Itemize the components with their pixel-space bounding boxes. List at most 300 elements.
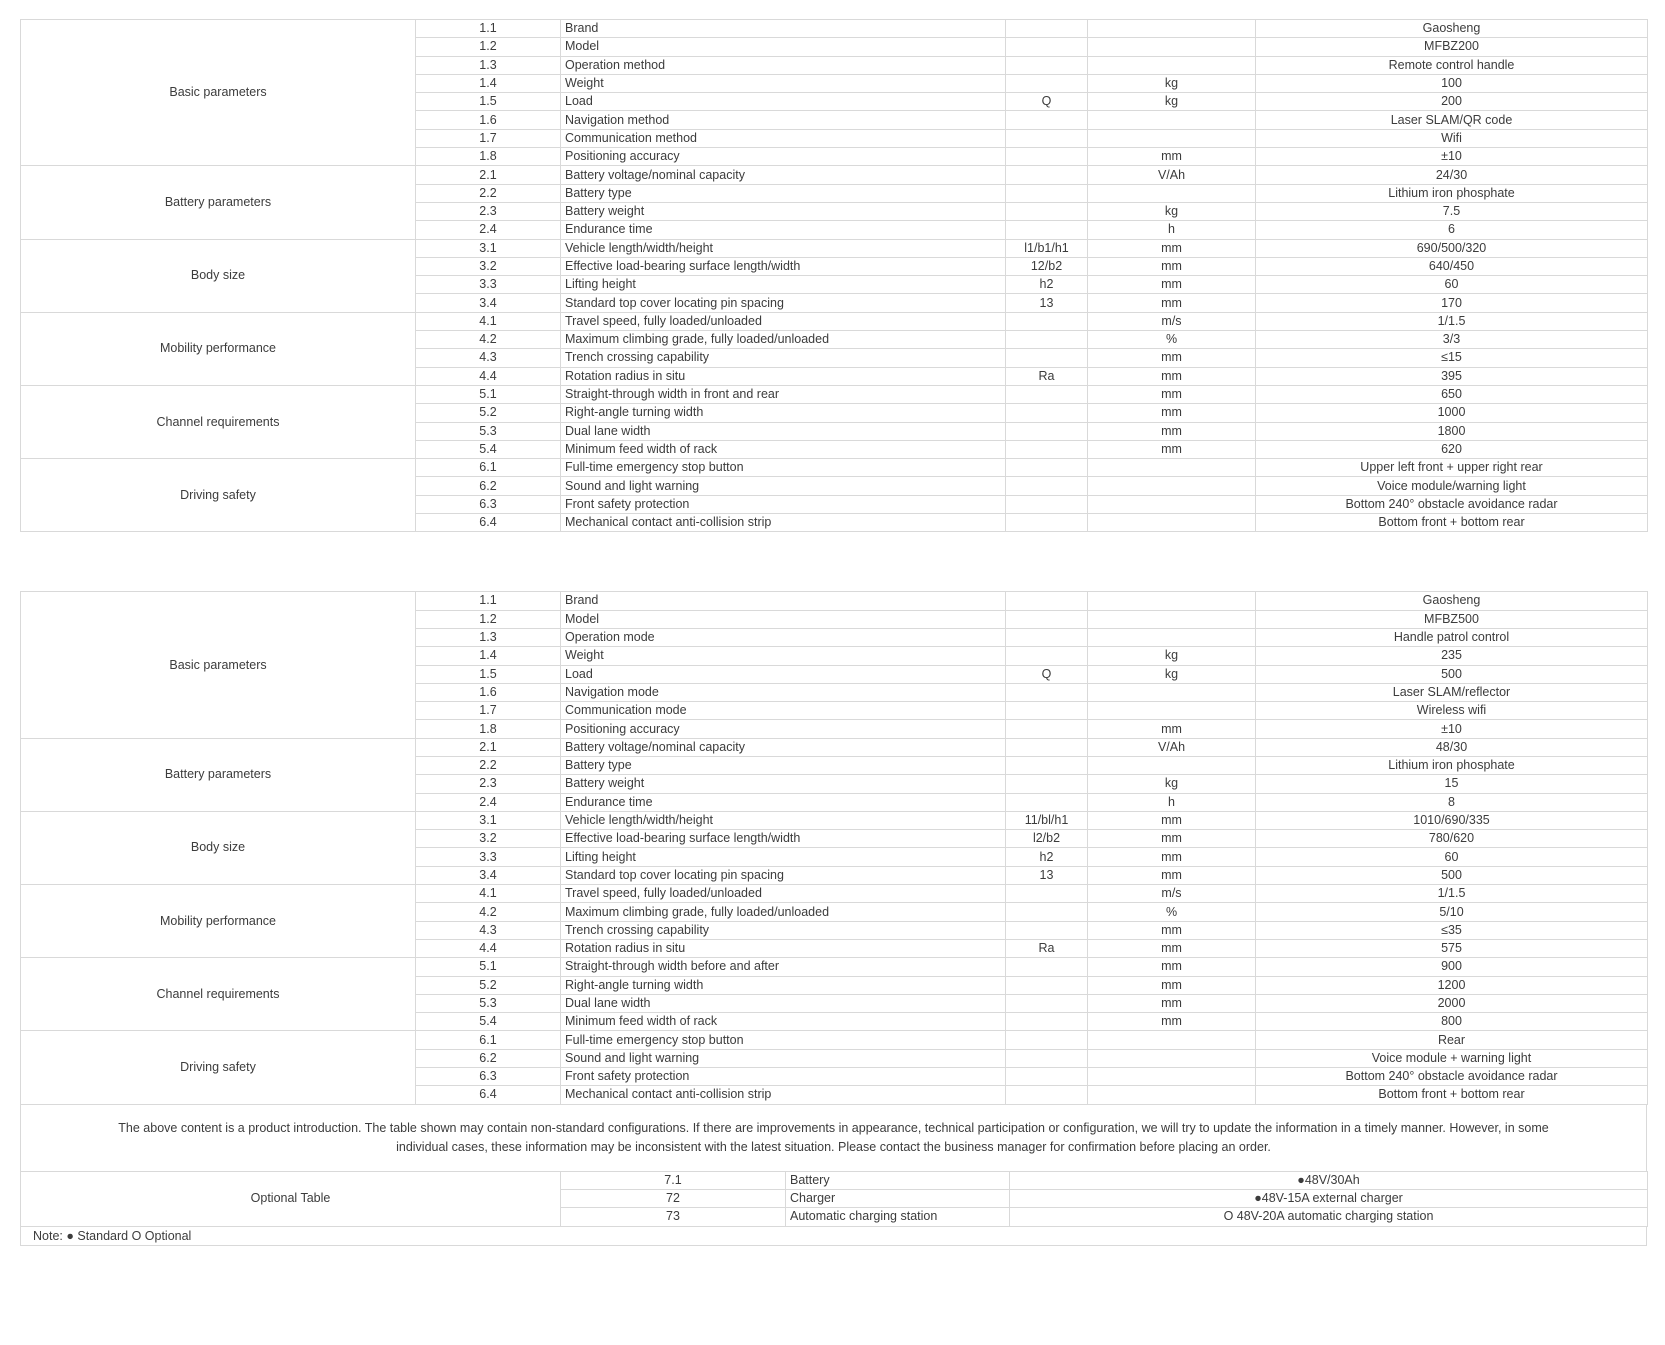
unit-cell: kg xyxy=(1088,74,1256,92)
unit-cell xyxy=(1088,459,1256,477)
unit-cell xyxy=(1088,477,1256,495)
param-name-cell: Sound and light warning xyxy=(561,1049,1006,1067)
unit-cell: mm xyxy=(1088,385,1256,403)
param-name-cell: Vehicle length/width/height xyxy=(561,811,1006,829)
unit-cell: mm xyxy=(1088,720,1256,738)
row-number-cell: 1.4 xyxy=(416,647,561,665)
param-name-cell: Mechanical contact anti-collision strip xyxy=(561,514,1006,532)
value-cell: ≤15 xyxy=(1256,349,1648,367)
disclaimer-line-2: individual cases, these information may be inconsistent with the latest situation. Please contact the business manager for confirmation before placing an order. xyxy=(396,1139,1271,1154)
value-cell: Remote control handle xyxy=(1256,56,1648,74)
row-number-cell: 1.7 xyxy=(416,702,561,720)
unit-cell: mm xyxy=(1088,1013,1256,1031)
unit-cell: kg xyxy=(1088,647,1256,665)
unit-cell: V/Ah xyxy=(1088,166,1256,184)
symbol-cell xyxy=(1006,385,1088,403)
row-number-cell: 3.2 xyxy=(416,830,561,848)
category-cell: Battery parameters xyxy=(21,738,416,811)
symbol-cell xyxy=(1006,74,1088,92)
symbol-cell xyxy=(1006,628,1088,646)
table-row xyxy=(21,20,1648,38)
symbol-cell xyxy=(1006,903,1088,921)
param-name-cell: Weight xyxy=(561,647,1006,665)
value-cell: 235 xyxy=(1256,647,1648,665)
row-number-cell: 3.4 xyxy=(416,294,561,312)
symbol-cell xyxy=(1006,459,1088,477)
param-name-cell: Vehicle length/width/height xyxy=(561,239,1006,257)
value-cell: 200 xyxy=(1256,93,1648,111)
param-name-cell: Brand xyxy=(561,592,1006,610)
unit-cell: h xyxy=(1088,221,1256,239)
symbol-cell xyxy=(1006,1049,1088,1067)
param-name-cell: Minimum feed width of rack xyxy=(561,1013,1006,1031)
symbol-cell xyxy=(1006,1031,1088,1049)
unit-cell xyxy=(1088,1068,1256,1086)
param-name-cell: Battery voltage/nominal capacity xyxy=(561,166,1006,184)
param-name-cell: Sound and light warning xyxy=(561,477,1006,495)
param-name-cell: Rotation radius in situ xyxy=(561,939,1006,957)
row-number-cell: 4.1 xyxy=(416,885,561,903)
symbol-cell xyxy=(1006,56,1088,74)
param-name-cell: Weight xyxy=(561,74,1006,92)
param-name-cell: Lifting height xyxy=(561,276,1006,294)
unit-cell xyxy=(1088,20,1256,38)
unit-cell: mm xyxy=(1088,939,1256,957)
row-number-cell: 5.2 xyxy=(416,976,561,994)
category-cell: Channel requirements xyxy=(21,385,416,458)
unit-cell: kg xyxy=(1088,202,1256,220)
value-cell: 100 xyxy=(1256,74,1648,92)
row-number-cell: 5.3 xyxy=(416,994,561,1012)
unit-cell: m/s xyxy=(1088,312,1256,330)
row-number-cell: 3.1 xyxy=(416,811,561,829)
value-cell: 620 xyxy=(1256,440,1648,458)
symbol-cell xyxy=(1006,312,1088,330)
unit-cell: mm xyxy=(1088,294,1256,312)
value-cell: Upper left front + upper right rear xyxy=(1256,459,1648,477)
symbol-cell xyxy=(1006,440,1088,458)
param-name-cell: Positioning accuracy xyxy=(561,148,1006,166)
unit-cell: mm xyxy=(1088,239,1256,257)
symbol-cell xyxy=(1006,514,1088,532)
symbol-cell xyxy=(1006,349,1088,367)
value-cell: 500 xyxy=(1256,665,1648,683)
param-name-cell: Rotation radius in situ xyxy=(561,367,1006,385)
param-name-cell: Battery type xyxy=(561,184,1006,202)
param-name-cell: Minimum feed width of rack xyxy=(561,440,1006,458)
param-name-cell: Maximum climbing grade, fully loaded/unloaded xyxy=(561,331,1006,349)
value-cell: 170 xyxy=(1256,294,1648,312)
table-row xyxy=(21,1031,1648,1049)
row-number-cell: 3.2 xyxy=(416,257,561,275)
unit-cell: mm xyxy=(1088,994,1256,1012)
row-number-cell: 5.1 xyxy=(416,385,561,403)
row-number-cell: 2.2 xyxy=(416,756,561,774)
unit-cell xyxy=(1088,610,1256,628)
param-name-cell: Endurance time xyxy=(561,793,1006,811)
unit-cell xyxy=(1088,129,1256,147)
disclaimer-line-1: The above content is a product introduction. The table shown may contain non-standard configurations. If there are improvements in appearance, technical participation or configuration, we will try to update the information in a timely manner. However, in some xyxy=(118,1120,1549,1135)
value-cell: Wifi xyxy=(1256,129,1648,147)
row-number-cell: 4.1 xyxy=(416,312,561,330)
symbol-cell xyxy=(1006,921,1088,939)
value-cell: O 48V-20A automatic charging station xyxy=(1010,1208,1648,1226)
row-number-cell: 3.4 xyxy=(416,866,561,884)
value-cell: 8 xyxy=(1256,793,1648,811)
unit-cell: mm xyxy=(1088,440,1256,458)
value-cell: 15 xyxy=(1256,775,1648,793)
value-cell: 640/450 xyxy=(1256,257,1648,275)
value-cell: Voice module + warning light xyxy=(1256,1049,1648,1067)
symbol-cell: 13 xyxy=(1006,866,1088,884)
unit-cell: V/Ah xyxy=(1088,738,1256,756)
symbol-cell: 12/b2 xyxy=(1006,257,1088,275)
row-number-cell: 1.2 xyxy=(416,38,561,56)
symbol-cell xyxy=(1006,976,1088,994)
row-number-cell: 2.4 xyxy=(416,221,561,239)
row-number-cell: 1.5 xyxy=(416,665,561,683)
category-cell: Optional Table xyxy=(21,1171,561,1226)
value-cell: 500 xyxy=(1256,866,1648,884)
symbol-cell xyxy=(1006,1068,1088,1086)
param-name-cell: Standard top cover locating pin spacing xyxy=(561,294,1006,312)
value-cell: Rear xyxy=(1256,1031,1648,1049)
row-number-cell: 6.1 xyxy=(416,459,561,477)
unit-cell xyxy=(1088,38,1256,56)
symbol-cell xyxy=(1006,793,1088,811)
value-cell: ±10 xyxy=(1256,148,1648,166)
symbol-cell xyxy=(1006,610,1088,628)
param-name-cell: Trench crossing capability xyxy=(561,349,1006,367)
unit-cell: mm xyxy=(1088,422,1256,440)
value-cell: Voice module/warning light xyxy=(1256,477,1648,495)
symbol-cell: Ra xyxy=(1006,367,1088,385)
param-name-cell: Right-angle turning width xyxy=(561,976,1006,994)
value-cell: MFBZ200 xyxy=(1256,38,1648,56)
row-number-cell: 1.6 xyxy=(416,111,561,129)
row-number-cell: 4.2 xyxy=(416,331,561,349)
unit-cell: m/s xyxy=(1088,885,1256,903)
category-cell: Mobility performance xyxy=(21,312,416,385)
row-number-cell: 6.4 xyxy=(416,1086,561,1104)
param-name-cell: Travel speed, fully loaded/unloaded xyxy=(561,312,1006,330)
unit-cell xyxy=(1088,184,1256,202)
param-name-cell: Endurance time xyxy=(561,221,1006,239)
value-cell: Bottom front + bottom rear xyxy=(1256,514,1648,532)
row-number-cell: 6.3 xyxy=(416,495,561,513)
symbol-cell xyxy=(1006,495,1088,513)
value-cell: 1/1.5 xyxy=(1256,885,1648,903)
value-cell: 575 xyxy=(1256,939,1648,957)
param-name-cell: Travel speed, fully loaded/unloaded xyxy=(561,885,1006,903)
symbol-cell xyxy=(1006,738,1088,756)
symbol-cell: Q xyxy=(1006,93,1088,111)
unit-cell: mm xyxy=(1088,848,1256,866)
value-cell: 5/10 xyxy=(1256,903,1648,921)
row-number-cell: 3.3 xyxy=(416,276,561,294)
value-cell: Gaosheng xyxy=(1256,20,1648,38)
value-cell: ±10 xyxy=(1256,720,1648,738)
row-number-cell: 4.4 xyxy=(416,939,561,957)
symbol-cell xyxy=(1006,38,1088,56)
row-number-cell: 73 xyxy=(561,1208,786,1226)
unit-cell xyxy=(1088,1031,1256,1049)
param-name-cell: Full-time emergency stop button xyxy=(561,459,1006,477)
unit-cell xyxy=(1088,111,1256,129)
category-cell: Basic parameters xyxy=(21,592,416,738)
symbol-cell: Ra xyxy=(1006,939,1088,957)
row-number-cell: 4.2 xyxy=(416,903,561,921)
value-cell: Laser SLAM/reflector xyxy=(1256,683,1648,701)
unit-cell: mm xyxy=(1088,921,1256,939)
symbol-cell xyxy=(1006,683,1088,701)
optional-table xyxy=(20,1171,1648,1227)
value-cell: 48/30 xyxy=(1256,738,1648,756)
value-cell: Lithium iron phosphate xyxy=(1256,756,1648,774)
value-cell: 1800 xyxy=(1256,422,1648,440)
value-cell: 60 xyxy=(1256,848,1648,866)
row-number-cell: 6.4 xyxy=(416,514,561,532)
unit-cell: mm xyxy=(1088,349,1256,367)
category-cell: Driving safety xyxy=(21,1031,416,1104)
param-name-cell: Charger xyxy=(786,1189,1010,1207)
symbol-cell xyxy=(1006,202,1088,220)
row-number-cell: 7.1 xyxy=(561,1171,786,1189)
symbol-cell xyxy=(1006,331,1088,349)
value-cell: 780/620 xyxy=(1256,830,1648,848)
value-cell: 900 xyxy=(1256,958,1648,976)
row-number-cell: 6.2 xyxy=(416,1049,561,1067)
row-number-cell: 1.1 xyxy=(416,592,561,610)
param-name-cell: Navigation method xyxy=(561,111,1006,129)
value-cell: Gaosheng xyxy=(1256,592,1648,610)
value-cell: 6 xyxy=(1256,221,1648,239)
row-number-cell: 6.1 xyxy=(416,1031,561,1049)
param-name-cell: Battery weight xyxy=(561,202,1006,220)
legend-note: Note: ● Standard O Optional xyxy=(20,1227,1647,1246)
symbol-cell: h2 xyxy=(1006,276,1088,294)
value-cell: Wireless wifi xyxy=(1256,702,1648,720)
row-number-cell: 6.3 xyxy=(416,1068,561,1086)
param-name-cell: Dual lane width xyxy=(561,994,1006,1012)
table-row xyxy=(21,885,1648,903)
table-row xyxy=(21,385,1648,403)
param-name-cell: Straight-through width before and after xyxy=(561,958,1006,976)
param-name-cell: Communication method xyxy=(561,129,1006,147)
unit-cell: % xyxy=(1088,903,1256,921)
param-name-cell: Standard top cover locating pin spacing xyxy=(561,866,1006,884)
unit-cell xyxy=(1088,1086,1256,1104)
value-cell: 3/3 xyxy=(1256,331,1648,349)
symbol-cell xyxy=(1006,111,1088,129)
symbol-cell xyxy=(1006,958,1088,976)
unit-cell: mm xyxy=(1088,404,1256,422)
category-cell: Battery parameters xyxy=(21,166,416,239)
row-number-cell: 5.3 xyxy=(416,422,561,440)
row-number-cell: 1.8 xyxy=(416,148,561,166)
table-row xyxy=(21,239,1648,257)
unit-cell: kg xyxy=(1088,665,1256,683)
row-number-cell: 4.3 xyxy=(416,349,561,367)
row-number-cell: 1.8 xyxy=(416,720,561,738)
unit-cell xyxy=(1088,514,1256,532)
table-row xyxy=(21,1171,1648,1189)
param-name-cell: Lifting height xyxy=(561,848,1006,866)
row-number-cell: 2.3 xyxy=(416,202,561,220)
row-number-cell: 1.5 xyxy=(416,93,561,111)
unit-cell: kg xyxy=(1088,93,1256,111)
symbol-cell: l1/b1/h1 xyxy=(1006,239,1088,257)
symbol-cell xyxy=(1006,1086,1088,1104)
value-cell: 800 xyxy=(1256,1013,1648,1031)
param-name-cell: Brand xyxy=(561,20,1006,38)
symbol-cell xyxy=(1006,756,1088,774)
category-cell: Body size xyxy=(21,811,416,884)
param-name-cell: Straight-through width in front and rear xyxy=(561,385,1006,403)
param-name-cell: Model xyxy=(561,38,1006,56)
symbol-cell xyxy=(1006,775,1088,793)
value-cell: ●48V-15A external charger xyxy=(1010,1189,1648,1207)
category-cell: Channel requirements xyxy=(21,958,416,1031)
value-cell: Laser SLAM/QR code xyxy=(1256,111,1648,129)
symbol-cell xyxy=(1006,702,1088,720)
value-cell: Handle patrol control xyxy=(1256,628,1648,646)
param-name-cell: Model xyxy=(561,610,1006,628)
value-cell: 395 xyxy=(1256,367,1648,385)
disclaimer-paragraph xyxy=(20,1105,1647,1171)
row-number-cell: 5.2 xyxy=(416,404,561,422)
param-name-cell: Operation mode xyxy=(561,628,1006,646)
param-name-cell: Battery type xyxy=(561,756,1006,774)
row-number-cell: 2.4 xyxy=(416,793,561,811)
value-cell: 1000 xyxy=(1256,404,1648,422)
value-cell: 60 xyxy=(1256,276,1648,294)
value-cell: 24/30 xyxy=(1256,166,1648,184)
unit-cell xyxy=(1088,56,1256,74)
param-name-cell: Trench crossing capability xyxy=(561,921,1006,939)
table-row xyxy=(21,958,1648,976)
value-cell: MFBZ500 xyxy=(1256,610,1648,628)
unit-cell xyxy=(1088,628,1256,646)
param-name-cell: Effective load-bearing surface length/width xyxy=(561,830,1006,848)
row-number-cell: 1.2 xyxy=(416,610,561,628)
row-number-cell: 5.1 xyxy=(416,958,561,976)
param-name-cell: Load xyxy=(561,93,1006,111)
value-cell: Bottom 240° obstacle avoidance radar xyxy=(1256,1068,1648,1086)
param-name-cell: Right-angle turning width xyxy=(561,404,1006,422)
param-name-cell: Dual lane width xyxy=(561,422,1006,440)
category-cell: Mobility performance xyxy=(21,885,416,958)
unit-cell: mm xyxy=(1088,958,1256,976)
symbol-cell xyxy=(1006,647,1088,665)
symbol-cell xyxy=(1006,994,1088,1012)
param-name-cell: Communication mode xyxy=(561,702,1006,720)
symbol-cell xyxy=(1006,720,1088,738)
unit-cell: kg xyxy=(1088,775,1256,793)
row-number-cell: 1.3 xyxy=(416,628,561,646)
category-cell: Body size xyxy=(21,239,416,312)
symbol-cell xyxy=(1006,422,1088,440)
value-cell: 7.5 xyxy=(1256,202,1648,220)
row-number-cell: 2.2 xyxy=(416,184,561,202)
unit-cell: mm xyxy=(1088,866,1256,884)
symbol-cell: Q xyxy=(1006,665,1088,683)
param-name-cell: Full-time emergency stop button xyxy=(561,1031,1006,1049)
unit-cell xyxy=(1088,702,1256,720)
unit-cell xyxy=(1088,495,1256,513)
row-number-cell: 2.3 xyxy=(416,775,561,793)
row-number-cell: 1.6 xyxy=(416,683,561,701)
unit-cell: mm xyxy=(1088,367,1256,385)
value-cell: ●48V/30Ah xyxy=(1010,1171,1648,1189)
symbol-cell xyxy=(1006,166,1088,184)
symbol-cell xyxy=(1006,404,1088,422)
table-row xyxy=(21,312,1648,330)
symbol-cell: h2 xyxy=(1006,848,1088,866)
symbol-cell xyxy=(1006,184,1088,202)
param-name-cell: Navigation mode xyxy=(561,683,1006,701)
row-number-cell: 1.7 xyxy=(416,129,561,147)
symbol-cell xyxy=(1006,477,1088,495)
unit-cell xyxy=(1088,592,1256,610)
unit-cell xyxy=(1088,1049,1256,1067)
row-number-cell: 2.1 xyxy=(416,166,561,184)
row-number-cell: 2.1 xyxy=(416,738,561,756)
row-number-cell: 1.4 xyxy=(416,74,561,92)
param-name-cell: Effective load-bearing surface length/width xyxy=(561,257,1006,275)
value-cell: Bottom 240° obstacle avoidance radar xyxy=(1256,495,1648,513)
symbol-cell xyxy=(1006,885,1088,903)
category-cell: Basic parameters xyxy=(21,20,416,166)
symbol-cell xyxy=(1006,129,1088,147)
value-cell: 1010/690/335 xyxy=(1256,811,1648,829)
value-cell: 650 xyxy=(1256,385,1648,403)
param-name-cell: Operation method xyxy=(561,56,1006,74)
row-number-cell: 5.4 xyxy=(416,440,561,458)
row-number-cell: 1.3 xyxy=(416,56,561,74)
symbol-cell xyxy=(1006,221,1088,239)
param-name-cell: Battery weight xyxy=(561,775,1006,793)
value-cell: 1/1.5 xyxy=(1256,312,1648,330)
param-name-cell: Mechanical contact anti-collision strip xyxy=(561,1086,1006,1104)
symbol-cell: l2/b2 xyxy=(1006,830,1088,848)
unit-cell: mm xyxy=(1088,257,1256,275)
symbol-cell: 11/bl/h1 xyxy=(1006,811,1088,829)
param-name-cell: Automatic charging station xyxy=(786,1208,1010,1226)
unit-cell: h xyxy=(1088,793,1256,811)
row-number-cell: 72 xyxy=(561,1189,786,1207)
unit-cell: mm xyxy=(1088,276,1256,294)
row-number-cell: 3.1 xyxy=(416,239,561,257)
row-number-cell: 1.1 xyxy=(416,20,561,38)
spec-table-mfbz200 xyxy=(20,19,1648,532)
unit-cell xyxy=(1088,683,1256,701)
value-cell: 2000 xyxy=(1256,994,1648,1012)
symbol-cell xyxy=(1006,148,1088,166)
symbol-cell xyxy=(1006,592,1088,610)
unit-cell: % xyxy=(1088,331,1256,349)
unit-cell: mm xyxy=(1088,148,1256,166)
symbol-cell xyxy=(1006,20,1088,38)
symbol-cell: 13 xyxy=(1006,294,1088,312)
param-name-cell: Battery xyxy=(786,1171,1010,1189)
param-name-cell: Positioning accuracy xyxy=(561,720,1006,738)
table-row xyxy=(21,459,1648,477)
unit-cell: mm xyxy=(1088,830,1256,848)
table-row xyxy=(21,166,1648,184)
category-cell: Driving safety xyxy=(21,459,416,532)
table-row xyxy=(21,592,1648,610)
